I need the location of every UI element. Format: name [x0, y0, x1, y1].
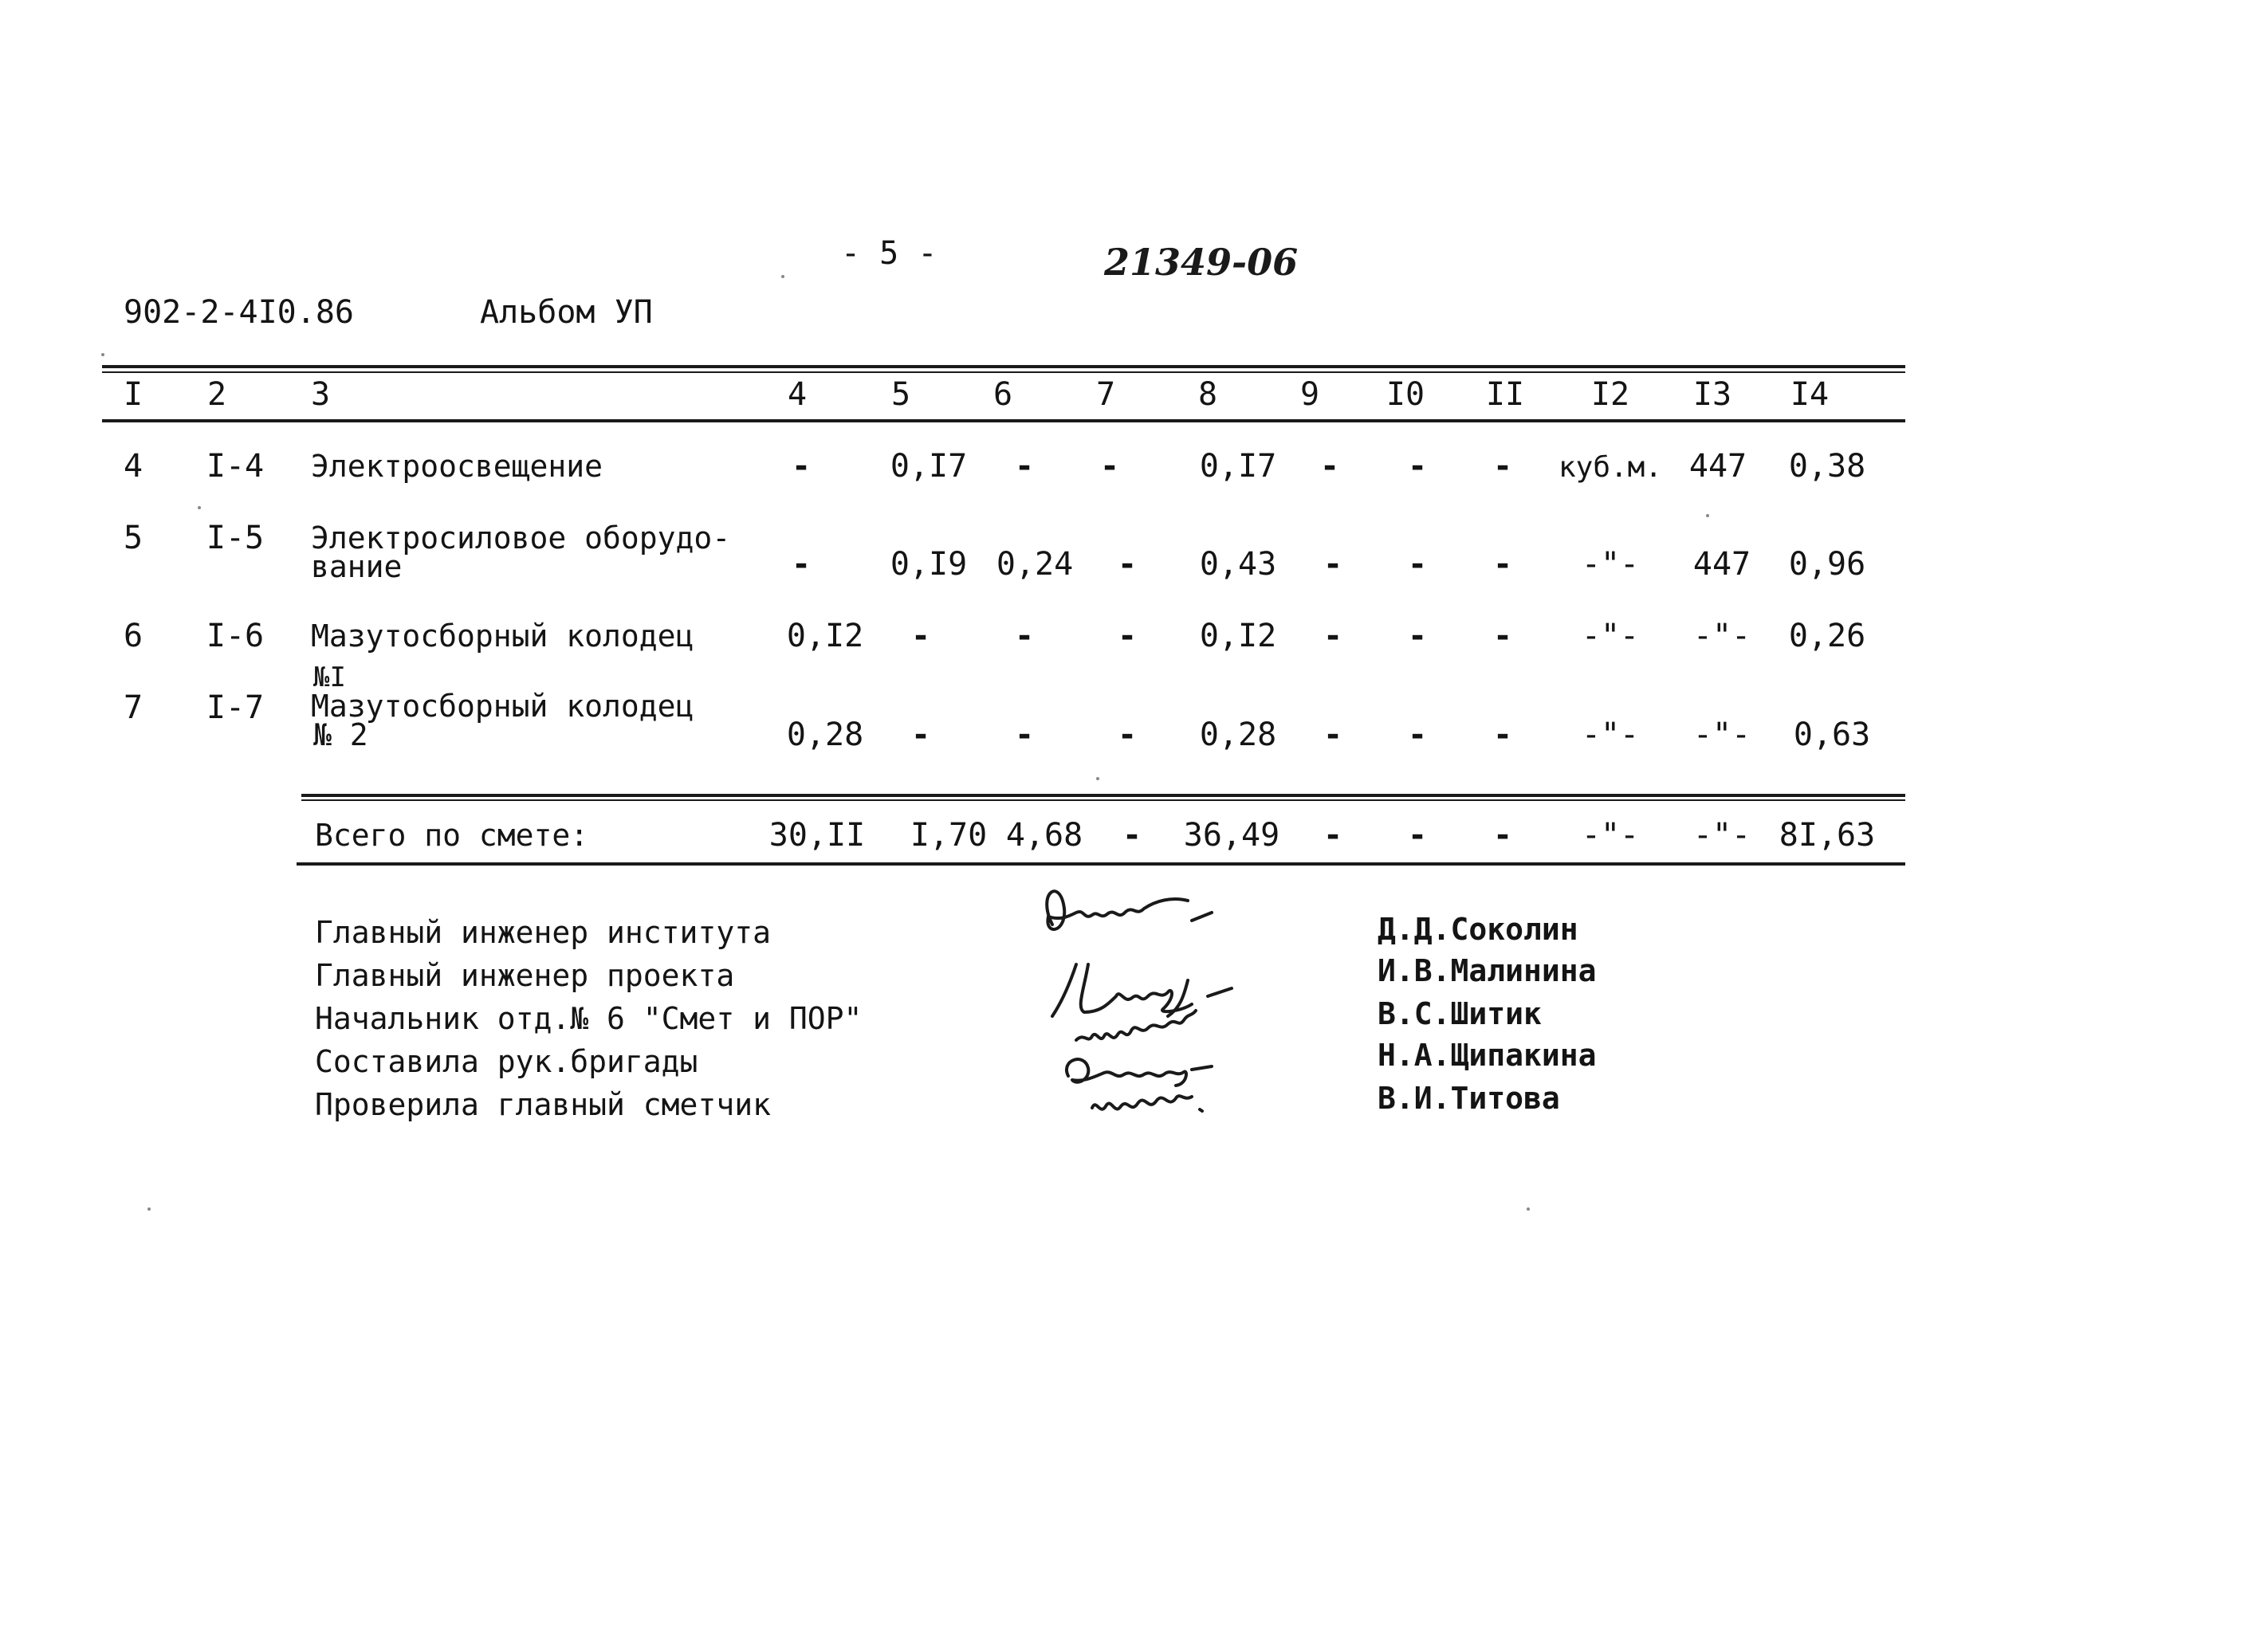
table-top-rule — [102, 365, 1905, 368]
cell-col10: - — [1407, 717, 1428, 753]
row-number: 5 — [123, 520, 143, 556]
cell-col13: -"- — [1692, 717, 1751, 753]
cell-col7: - — [1117, 618, 1138, 654]
scan-speck — [147, 1207, 151, 1211]
scan-speck — [1527, 1207, 1530, 1211]
signatory-position: Проверила главный сметчик — [315, 1087, 771, 1122]
total-top-rule-thin — [301, 799, 1905, 801]
cell-col11: - — [1492, 546, 1513, 583]
page-marker: - 5 - — [841, 235, 937, 272]
cell-col9: - — [1323, 618, 1343, 654]
signatory-position: Главный инженер института — [315, 915, 771, 950]
row-name-line2: № 2 — [313, 717, 368, 752]
col-num-4: 4 — [787, 376, 808, 413]
document-number: 21349-06 — [1104, 241, 1299, 284]
cell-col12: -"- — [1581, 717, 1640, 753]
cell-col7: - — [1099, 448, 1120, 485]
cell-col14: 0,96 — [1788, 546, 1866, 583]
scan-speck — [198, 506, 201, 509]
col-num-1: I — [123, 376, 143, 413]
row-name-line2: вание — [311, 549, 403, 584]
cell-col6: - — [1014, 448, 1035, 485]
cell-col6: 0,24 — [996, 546, 1074, 583]
total-top-rule — [301, 794, 1905, 797]
col-num-13: I3 — [1692, 376, 1732, 413]
row-name-line1: Электросиловое оборудо- — [311, 520, 731, 556]
col-num-7: 7 — [1095, 376, 1116, 413]
header-rule — [102, 419, 1905, 422]
table-bottom-rule — [297, 862, 1905, 866]
total-col6: 4,68 — [1005, 817, 1083, 854]
cell-col9: - — [1323, 717, 1343, 753]
cell-col10: - — [1407, 618, 1428, 654]
signatory-name: В.И.Титова — [1378, 1081, 1560, 1116]
handwritten-signatures — [1028, 877, 1363, 1132]
cell-col12: -"- — [1581, 618, 1640, 654]
signatory-name: Д.Д.Соколин — [1378, 912, 1578, 947]
row-number: 6 — [123, 618, 143, 654]
total-col12: -"- — [1581, 817, 1640, 854]
row-name-line1: Мазутосборный колодец — [311, 618, 694, 654]
signatory-position: Составила рук.бригады — [315, 1044, 698, 1079]
cell-col13: -"- — [1692, 618, 1751, 654]
col-num-9: 9 — [1299, 376, 1320, 413]
cell-col9: - — [1319, 448, 1340, 485]
table-top-rule-thin — [102, 371, 1905, 373]
cell-col14: 0,26 — [1788, 618, 1866, 654]
row-code: I-6 — [206, 618, 265, 654]
col-num-2: 2 — [206, 376, 227, 413]
cell-col5: - — [910, 618, 931, 654]
cell-col5: 0,I9 — [890, 546, 968, 583]
scan-speck — [1706, 514, 1709, 517]
cell-col12: -"- — [1581, 546, 1640, 583]
cell-col10: - — [1407, 448, 1428, 485]
col-num-6: 6 — [992, 376, 1013, 413]
cell-col12: куб.м. — [1558, 451, 1663, 484]
total-col13: -"- — [1692, 817, 1751, 854]
total-col10: - — [1407, 817, 1428, 854]
col-num-11: II — [1485, 376, 1525, 413]
cell-col9: - — [1323, 546, 1343, 583]
cell-col6: - — [1014, 618, 1035, 654]
cell-col11: - — [1492, 618, 1513, 654]
total-col7: - — [1122, 817, 1142, 854]
row-name-line1: Мазутосборный колодец — [311, 689, 694, 724]
album-label: Альбом УП — [480, 294, 653, 331]
cell-col11: - — [1492, 717, 1513, 753]
cell-col8: 0,28 — [1199, 717, 1277, 753]
scan-speck — [101, 353, 104, 356]
cell-col10: - — [1407, 546, 1428, 583]
row-number: 7 — [123, 689, 143, 726]
cell-col11: - — [1492, 448, 1513, 485]
cell-col7: - — [1117, 717, 1138, 753]
col-num-3: 3 — [311, 376, 331, 413]
total-col14: 8I,63 — [1779, 817, 1876, 854]
cell-col8: 0,I7 — [1199, 448, 1277, 485]
total-label: Всего по смете: — [315, 818, 589, 853]
row-code: I-5 — [206, 520, 265, 556]
row-code: I-4 — [206, 448, 265, 485]
cell-col4: - — [791, 546, 812, 583]
signatory-name: Н.А.Щипакина — [1378, 1038, 1597, 1073]
col-num-8: 8 — [1197, 376, 1218, 413]
row-name: Электроосвещение — [311, 449, 603, 484]
cell-col5: - — [910, 717, 931, 753]
row-code: I-7 — [206, 689, 265, 726]
signatory-position: Начальник отд.№ 6 "Смет и ПОР" — [315, 1001, 863, 1036]
cell-col13: 447 — [1688, 448, 1747, 485]
col-num-5: 5 — [890, 376, 911, 413]
cell-col14: 0,63 — [1793, 717, 1871, 753]
col-num-12: I2 — [1590, 376, 1630, 413]
cell-col6: - — [1014, 717, 1035, 753]
total-col9: - — [1323, 817, 1343, 854]
cell-col4: - — [791, 448, 812, 485]
col-num-10: I0 — [1386, 376, 1425, 413]
signatory-position: Главный инженер проекта — [315, 958, 735, 993]
signatory-name: И.В.Малинина — [1378, 953, 1597, 988]
scan-speck — [1096, 777, 1099, 780]
total-col8: 36,49 — [1183, 817, 1280, 854]
cell-col5: 0,I7 — [890, 448, 968, 485]
total-col4: 30,II — [768, 817, 866, 854]
col-num-14: I4 — [1790, 376, 1830, 413]
project-code: 902-2-4I0.86 — [124, 294, 354, 331]
cell-col4: 0,28 — [786, 717, 864, 753]
row-number: 4 — [123, 448, 143, 485]
total-col11: - — [1492, 817, 1513, 854]
cell-col14: 0,38 — [1788, 448, 1866, 485]
cell-col8: 0,43 — [1199, 546, 1277, 583]
cell-col7: - — [1117, 546, 1138, 583]
total-col5: I,70 — [910, 817, 988, 854]
row-name-line2: №I — [313, 662, 346, 693]
scan-speck — [781, 275, 784, 278]
signatory-name: В.С.Шитик — [1378, 996, 1542, 1031]
cell-col4: 0,I2 — [786, 618, 864, 654]
cell-col13: 447 — [1692, 546, 1751, 583]
cell-col8: 0,I2 — [1199, 618, 1277, 654]
